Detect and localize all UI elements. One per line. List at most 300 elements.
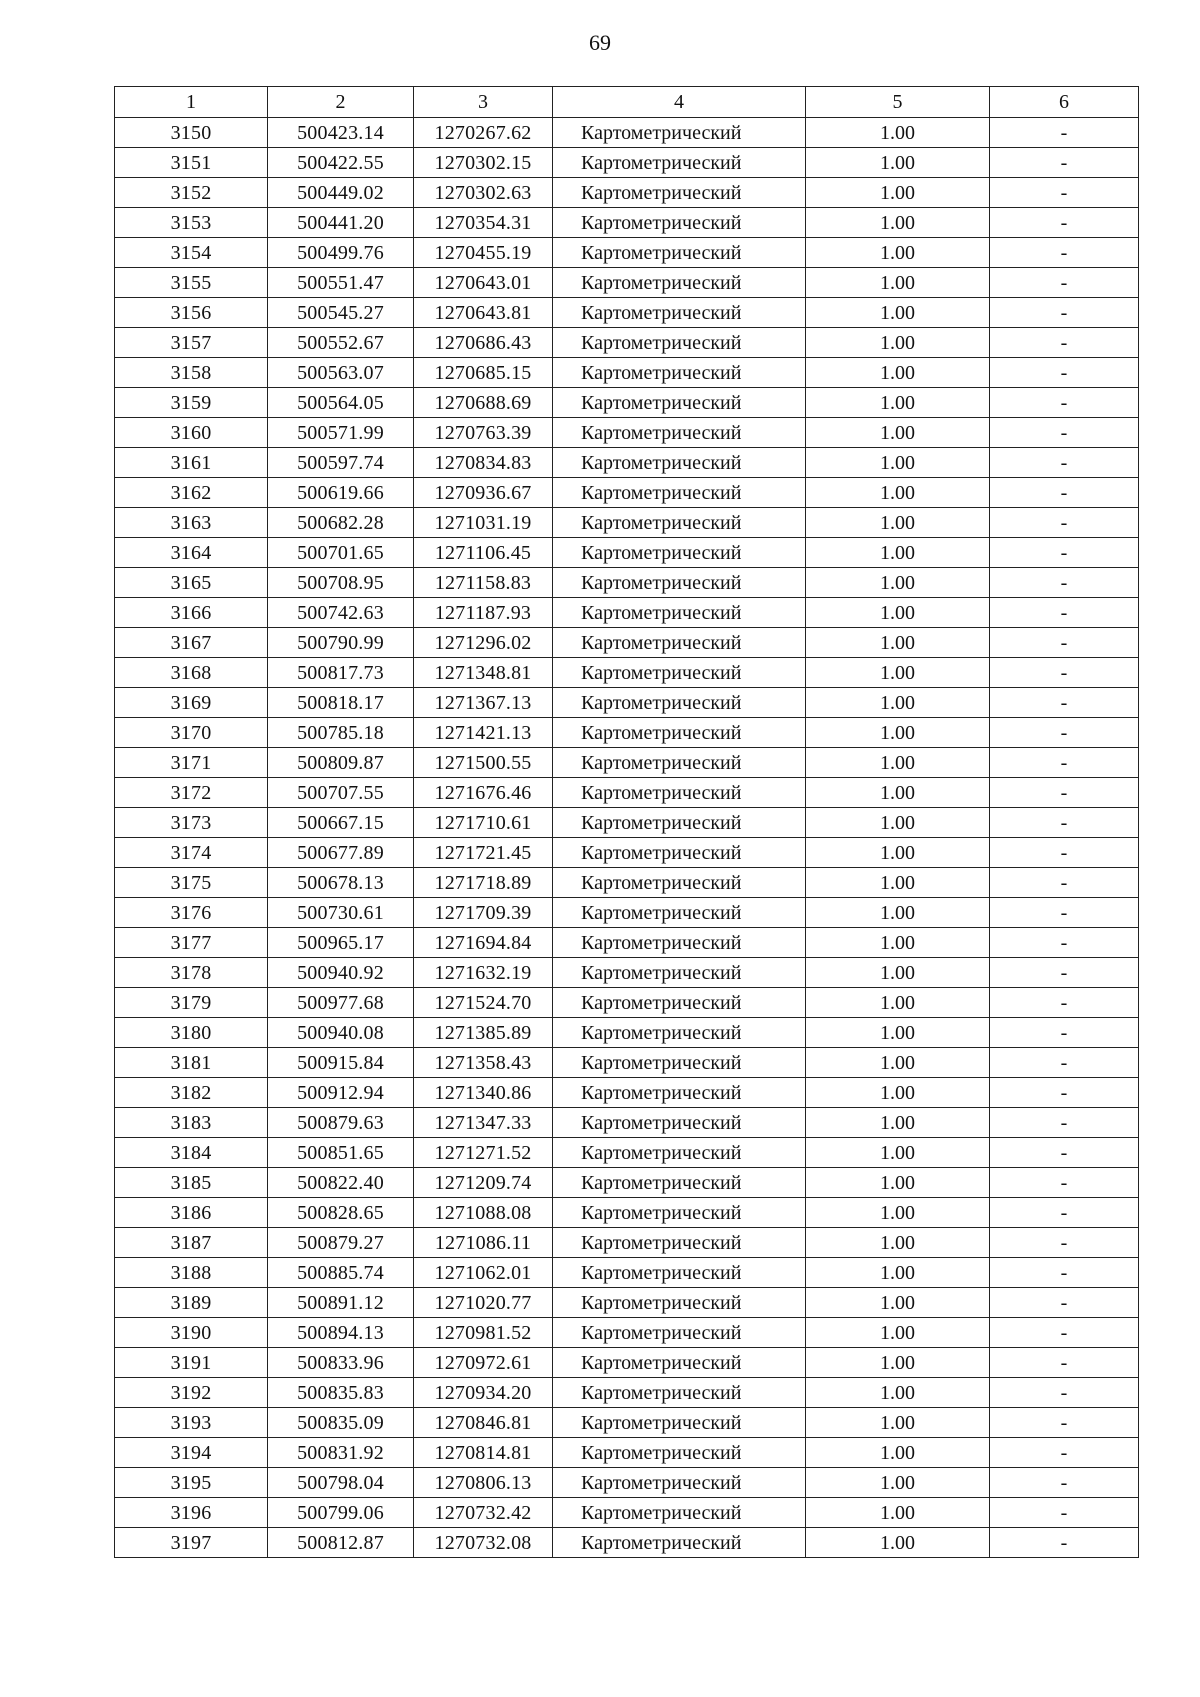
x-coordinate-cell: 500708.95	[268, 568, 414, 598]
accuracy-cell: 1.00	[806, 268, 990, 298]
accuracy-cell: 1.00	[806, 898, 990, 928]
table-row	[115, 628, 1139, 658]
point-number-cell: 3159	[115, 388, 268, 418]
table-row	[115, 358, 1139, 388]
y-coordinate-cell: 1271209.74	[414, 1168, 553, 1198]
method-cell: Картометрический	[553, 1108, 806, 1138]
x-coordinate-cell: 500798.04	[268, 1468, 414, 1498]
x-coordinate-cell: 500790.99	[268, 628, 414, 658]
point-number-cell: 3183	[115, 1108, 268, 1138]
method-cell: Картометрический	[553, 1198, 806, 1228]
y-coordinate-cell: 1270981.52	[414, 1318, 553, 1348]
method-cell: Картометрический	[553, 628, 806, 658]
x-coordinate-cell: 500423.14	[268, 118, 414, 148]
note-cell: -	[990, 1288, 1139, 1318]
accuracy-cell: 1.00	[806, 628, 990, 658]
point-number-cell: 3174	[115, 838, 268, 868]
y-coordinate-cell: 1270732.42	[414, 1498, 553, 1528]
x-coordinate-cell: 500851.65	[268, 1138, 414, 1168]
x-coordinate-cell: 500619.66	[268, 478, 414, 508]
x-coordinate-cell: 500564.05	[268, 388, 414, 418]
coordinates-table	[114, 86, 1139, 1558]
note-cell: -	[990, 928, 1139, 958]
note-cell: -	[990, 508, 1139, 538]
note-cell: -	[990, 1348, 1139, 1378]
x-coordinate-cell: 500677.89	[268, 838, 414, 868]
column-header: 5	[806, 87, 990, 118]
note-cell: -	[990, 598, 1139, 628]
note-cell: -	[990, 178, 1139, 208]
method-cell: Картометрический	[553, 688, 806, 718]
accuracy-cell: 1.00	[806, 508, 990, 538]
y-coordinate-cell: 1271676.46	[414, 778, 553, 808]
accuracy-cell: 1.00	[806, 298, 990, 328]
accuracy-cell: 1.00	[806, 1408, 990, 1438]
accuracy-cell: 1.00	[806, 1318, 990, 1348]
accuracy-cell: 1.00	[806, 1348, 990, 1378]
table-body	[115, 118, 1139, 1558]
method-cell: Картометрический	[553, 1048, 806, 1078]
note-cell: -	[990, 118, 1139, 148]
accuracy-cell: 1.00	[806, 358, 990, 388]
table-row	[115, 238, 1139, 268]
accuracy-cell: 1.00	[806, 598, 990, 628]
note-cell: -	[990, 1198, 1139, 1228]
x-coordinate-cell: 500597.74	[268, 448, 414, 478]
accuracy-cell: 1.00	[806, 388, 990, 418]
point-number-cell: 3170	[115, 718, 268, 748]
note-cell: -	[990, 1528, 1139, 1558]
table-row	[115, 508, 1139, 538]
point-number-cell: 3197	[115, 1528, 268, 1558]
method-cell: Картометрический	[553, 868, 806, 898]
note-cell: -	[990, 898, 1139, 928]
point-number-cell: 3165	[115, 568, 268, 598]
note-cell: -	[990, 208, 1139, 238]
point-number-cell: 3171	[115, 748, 268, 778]
table-row	[115, 1078, 1139, 1108]
note-cell: -	[990, 568, 1139, 598]
x-coordinate-cell: 500730.61	[268, 898, 414, 928]
method-cell: Картометрический	[553, 1318, 806, 1348]
table-row	[115, 778, 1139, 808]
table-row	[115, 688, 1139, 718]
page-number: 69	[589, 30, 611, 55]
accuracy-cell: 1.00	[806, 1048, 990, 1078]
x-coordinate-cell: 500499.76	[268, 238, 414, 268]
table-row	[115, 1378, 1139, 1408]
y-coordinate-cell: 1270934.20	[414, 1378, 553, 1408]
table-row	[115, 748, 1139, 778]
y-coordinate-cell: 1271718.89	[414, 868, 553, 898]
method-cell: Картометрический	[553, 778, 806, 808]
x-coordinate-cell: 500667.15	[268, 808, 414, 838]
y-coordinate-cell: 1271632.19	[414, 958, 553, 988]
table-row	[115, 1138, 1139, 1168]
point-number-cell: 3176	[115, 898, 268, 928]
accuracy-cell: 1.00	[806, 748, 990, 778]
y-coordinate-cell: 1270732.08	[414, 1528, 553, 1558]
point-number-cell: 3163	[115, 508, 268, 538]
point-number-cell: 3161	[115, 448, 268, 478]
x-coordinate-cell: 500422.55	[268, 148, 414, 178]
x-coordinate-cell: 500785.18	[268, 718, 414, 748]
accuracy-cell: 1.00	[806, 1198, 990, 1228]
note-cell: -	[990, 1168, 1139, 1198]
x-coordinate-cell: 500891.12	[268, 1288, 414, 1318]
y-coordinate-cell: 1271158.83	[414, 568, 553, 598]
accuracy-cell: 1.00	[806, 148, 990, 178]
accuracy-cell: 1.00	[806, 1108, 990, 1138]
note-cell: -	[990, 328, 1139, 358]
point-number-cell: 3178	[115, 958, 268, 988]
x-coordinate-cell: 500449.02	[268, 178, 414, 208]
note-cell: -	[990, 1438, 1139, 1468]
accuracy-cell: 1.00	[806, 928, 990, 958]
accuracy-cell: 1.00	[806, 448, 990, 478]
x-coordinate-cell: 500552.67	[268, 328, 414, 358]
x-coordinate-cell: 500799.06	[268, 1498, 414, 1528]
point-number-cell: 3154	[115, 238, 268, 268]
accuracy-cell: 1.00	[806, 238, 990, 268]
note-cell: -	[990, 748, 1139, 778]
y-coordinate-cell: 1270972.61	[414, 1348, 553, 1378]
point-number-cell: 3158	[115, 358, 268, 388]
table-row	[115, 538, 1139, 568]
method-cell: Картометрический	[553, 298, 806, 328]
accuracy-cell: 1.00	[806, 1438, 990, 1468]
table-row	[115, 1288, 1139, 1318]
point-number-cell: 3152	[115, 178, 268, 208]
table-row	[115, 868, 1139, 898]
y-coordinate-cell: 1270455.19	[414, 238, 553, 268]
x-coordinate-cell: 500894.13	[268, 1318, 414, 1348]
y-coordinate-cell: 1270846.81	[414, 1408, 553, 1438]
y-coordinate-cell: 1270302.15	[414, 148, 553, 178]
method-cell: Картометрический	[553, 238, 806, 268]
table-row	[115, 1198, 1139, 1228]
y-coordinate-cell: 1271187.93	[414, 598, 553, 628]
point-number-cell: 3181	[115, 1048, 268, 1078]
note-cell: -	[990, 1378, 1139, 1408]
accuracy-cell: 1.00	[806, 958, 990, 988]
table-row	[115, 808, 1139, 838]
x-coordinate-cell: 500879.27	[268, 1228, 414, 1258]
point-number-cell: 3191	[115, 1348, 268, 1378]
method-cell: Картометрический	[553, 898, 806, 928]
note-cell: -	[990, 628, 1139, 658]
accuracy-cell: 1.00	[806, 688, 990, 718]
method-cell: Картометрический	[553, 1258, 806, 1288]
note-cell: -	[990, 478, 1139, 508]
x-coordinate-cell: 500977.68	[268, 988, 414, 1018]
method-cell: Картометрический	[553, 1468, 806, 1498]
accuracy-cell: 1.00	[806, 658, 990, 688]
note-cell: -	[990, 808, 1139, 838]
point-number-cell: 3168	[115, 658, 268, 688]
method-cell: Картометрический	[553, 418, 806, 448]
table-row	[115, 208, 1139, 238]
point-number-cell: 3155	[115, 268, 268, 298]
point-number-cell: 3162	[115, 478, 268, 508]
method-cell: Картометрический	[553, 1378, 806, 1408]
note-cell: -	[990, 688, 1139, 718]
y-coordinate-cell: 1271020.77	[414, 1288, 553, 1318]
accuracy-cell: 1.00	[806, 538, 990, 568]
point-number-cell: 3179	[115, 988, 268, 1018]
x-coordinate-cell: 500912.94	[268, 1078, 414, 1108]
point-number-cell: 3150	[115, 118, 268, 148]
accuracy-cell: 1.00	[806, 1498, 990, 1528]
method-cell: Картометрический	[553, 208, 806, 238]
y-coordinate-cell: 1270936.67	[414, 478, 553, 508]
x-coordinate-cell: 500831.92	[268, 1438, 414, 1468]
x-coordinate-cell: 500812.87	[268, 1528, 414, 1558]
accuracy-cell: 1.00	[806, 1168, 990, 1198]
table-row	[115, 658, 1139, 688]
method-cell: Картометрический	[553, 958, 806, 988]
y-coordinate-cell: 1270686.43	[414, 328, 553, 358]
table-header-row	[115, 87, 1139, 118]
point-number-cell: 3190	[115, 1318, 268, 1348]
accuracy-cell: 1.00	[806, 1468, 990, 1498]
method-cell: Картометрический	[553, 808, 806, 838]
point-number-cell: 3177	[115, 928, 268, 958]
point-number-cell: 3173	[115, 808, 268, 838]
x-coordinate-cell: 500682.28	[268, 508, 414, 538]
method-cell: Картометрический	[553, 568, 806, 598]
note-cell: -	[990, 298, 1139, 328]
y-coordinate-cell: 1270685.15	[414, 358, 553, 388]
point-number-cell: 3195	[115, 1468, 268, 1498]
method-cell: Картометрический	[553, 268, 806, 298]
table-row	[115, 898, 1139, 928]
table-row	[115, 478, 1139, 508]
y-coordinate-cell: 1271358.43	[414, 1048, 553, 1078]
method-cell: Картометрический	[553, 1018, 806, 1048]
x-coordinate-cell: 500879.63	[268, 1108, 414, 1138]
column-header: 3	[414, 87, 553, 118]
accuracy-cell: 1.00	[806, 1018, 990, 1048]
point-number-cell: 3189	[115, 1288, 268, 1318]
method-cell: Картометрический	[553, 1138, 806, 1168]
accuracy-cell: 1.00	[806, 1528, 990, 1558]
table-row	[115, 988, 1139, 1018]
method-cell: Картометрический	[553, 928, 806, 958]
y-coordinate-cell: 1271340.86	[414, 1078, 553, 1108]
y-coordinate-cell: 1271721.45	[414, 838, 553, 868]
method-cell: Картометрический	[553, 118, 806, 148]
point-number-cell: 3196	[115, 1498, 268, 1528]
accuracy-cell: 1.00	[806, 838, 990, 868]
method-cell: Картометрический	[553, 718, 806, 748]
table-row	[115, 328, 1139, 358]
method-cell: Картометрический	[553, 1288, 806, 1318]
table-row	[115, 568, 1139, 598]
method-cell: Картометрический	[553, 1228, 806, 1258]
y-coordinate-cell: 1270302.63	[414, 178, 553, 208]
note-cell: -	[990, 958, 1139, 988]
table-row	[115, 958, 1139, 988]
table-row	[115, 1258, 1139, 1288]
y-coordinate-cell: 1270643.01	[414, 268, 553, 298]
note-cell: -	[990, 1078, 1139, 1108]
note-cell: -	[990, 1138, 1139, 1168]
table-row	[115, 1528, 1139, 1558]
accuracy-cell: 1.00	[806, 1138, 990, 1168]
y-coordinate-cell: 1271694.84	[414, 928, 553, 958]
point-number-cell: 3182	[115, 1078, 268, 1108]
y-coordinate-cell: 1270643.81	[414, 298, 553, 328]
note-cell: -	[990, 448, 1139, 478]
y-coordinate-cell: 1271710.61	[414, 808, 553, 838]
method-cell: Картометрический	[553, 1168, 806, 1198]
y-coordinate-cell: 1270354.31	[414, 208, 553, 238]
point-number-cell: 3185	[115, 1168, 268, 1198]
accuracy-cell: 1.00	[806, 568, 990, 598]
note-cell: -	[990, 838, 1139, 868]
y-coordinate-cell: 1271086.11	[414, 1228, 553, 1258]
table-row	[115, 1168, 1139, 1198]
method-cell: Картометрический	[553, 748, 806, 778]
accuracy-cell: 1.00	[806, 1228, 990, 1258]
x-coordinate-cell: 500563.07	[268, 358, 414, 388]
method-cell: Картометрический	[553, 1438, 806, 1468]
note-cell: -	[990, 1228, 1139, 1258]
method-cell: Картометрический	[553, 148, 806, 178]
note-cell: -	[990, 538, 1139, 568]
x-coordinate-cell: 500965.17	[268, 928, 414, 958]
point-number-cell: 3153	[115, 208, 268, 238]
note-cell: -	[990, 418, 1139, 448]
table-row	[115, 1438, 1139, 1468]
table-row	[115, 598, 1139, 628]
y-coordinate-cell: 1271500.55	[414, 748, 553, 778]
method-cell: Картометрический	[553, 328, 806, 358]
accuracy-cell: 1.00	[806, 988, 990, 1018]
x-coordinate-cell: 500701.65	[268, 538, 414, 568]
method-cell: Картометрический	[553, 538, 806, 568]
point-number-cell: 3164	[115, 538, 268, 568]
y-coordinate-cell: 1271421.13	[414, 718, 553, 748]
method-cell: Картометрический	[553, 1078, 806, 1108]
column-header: 4	[553, 87, 806, 118]
y-coordinate-cell: 1271031.19	[414, 508, 553, 538]
x-coordinate-cell: 500545.27	[268, 298, 414, 328]
accuracy-cell: 1.00	[806, 718, 990, 748]
note-cell: -	[990, 1498, 1139, 1528]
point-number-cell: 3192	[115, 1378, 268, 1408]
accuracy-cell: 1.00	[806, 178, 990, 208]
y-coordinate-cell: 1271348.81	[414, 658, 553, 688]
point-number-cell: 3180	[115, 1018, 268, 1048]
y-coordinate-cell: 1270834.83	[414, 448, 553, 478]
y-coordinate-cell: 1271088.08	[414, 1198, 553, 1228]
table-row	[115, 1108, 1139, 1138]
x-coordinate-cell: 500742.63	[268, 598, 414, 628]
method-cell: Картометрический	[553, 358, 806, 388]
x-coordinate-cell: 500678.13	[268, 868, 414, 898]
y-coordinate-cell: 1271062.01	[414, 1258, 553, 1288]
point-number-cell: 3187	[115, 1228, 268, 1258]
table-row	[115, 388, 1139, 418]
x-coordinate-cell: 500818.17	[268, 688, 414, 718]
point-number-cell: 3194	[115, 1438, 268, 1468]
x-coordinate-cell: 500571.99	[268, 418, 414, 448]
note-cell: -	[990, 658, 1139, 688]
note-cell: -	[990, 1018, 1139, 1048]
accuracy-cell: 1.00	[806, 1078, 990, 1108]
accuracy-cell: 1.00	[806, 778, 990, 808]
point-number-cell: 3172	[115, 778, 268, 808]
accuracy-cell: 1.00	[806, 208, 990, 238]
y-coordinate-cell: 1271296.02	[414, 628, 553, 658]
point-number-cell: 3157	[115, 328, 268, 358]
y-coordinate-cell: 1271347.33	[414, 1108, 553, 1138]
method-cell: Картометрический	[553, 178, 806, 208]
table-row	[115, 928, 1139, 958]
x-coordinate-cell: 500828.65	[268, 1198, 414, 1228]
accuracy-cell: 1.00	[806, 328, 990, 358]
method-cell: Картометрический	[553, 988, 806, 1018]
method-cell: Картометрический	[553, 1528, 806, 1558]
x-coordinate-cell: 500551.47	[268, 268, 414, 298]
note-cell: -	[990, 1258, 1139, 1288]
table-row	[115, 1228, 1139, 1258]
method-cell: Картометрический	[553, 1498, 806, 1528]
point-number-cell: 3166	[115, 598, 268, 628]
table-row	[115, 1348, 1139, 1378]
x-coordinate-cell: 500885.74	[268, 1258, 414, 1288]
accuracy-cell: 1.00	[806, 1288, 990, 1318]
x-coordinate-cell: 500817.73	[268, 658, 414, 688]
x-coordinate-cell: 500915.84	[268, 1048, 414, 1078]
accuracy-cell: 1.00	[806, 418, 990, 448]
point-number-cell: 3175	[115, 868, 268, 898]
method-cell: Картометрический	[553, 838, 806, 868]
y-coordinate-cell: 1270763.39	[414, 418, 553, 448]
note-cell: -	[990, 238, 1139, 268]
point-number-cell: 3160	[115, 418, 268, 448]
y-coordinate-cell: 1271385.89	[414, 1018, 553, 1048]
note-cell: -	[990, 268, 1139, 298]
method-cell: Картометрический	[553, 508, 806, 538]
table-row	[115, 268, 1139, 298]
accuracy-cell: 1.00	[806, 1258, 990, 1288]
x-coordinate-cell: 500940.08	[268, 1018, 414, 1048]
method-cell: Картометрический	[553, 1408, 806, 1438]
y-coordinate-cell: 1270814.81	[414, 1438, 553, 1468]
note-cell: -	[990, 388, 1139, 418]
y-coordinate-cell: 1271524.70	[414, 988, 553, 1018]
method-cell: Картометрический	[553, 658, 806, 688]
column-header: 1	[115, 87, 268, 118]
note-cell: -	[990, 1108, 1139, 1138]
y-coordinate-cell: 1271709.39	[414, 898, 553, 928]
accuracy-cell: 1.00	[806, 118, 990, 148]
table-row	[115, 1498, 1139, 1528]
note-cell: -	[990, 358, 1139, 388]
method-cell: Картометрический	[553, 478, 806, 508]
point-number-cell: 3156	[115, 298, 268, 328]
table-row	[115, 718, 1139, 748]
x-coordinate-cell: 500940.92	[268, 958, 414, 988]
table-row	[115, 298, 1139, 328]
note-cell: -	[990, 778, 1139, 808]
accuracy-cell: 1.00	[806, 808, 990, 838]
y-coordinate-cell: 1271106.45	[414, 538, 553, 568]
point-number-cell: 3151	[115, 148, 268, 178]
